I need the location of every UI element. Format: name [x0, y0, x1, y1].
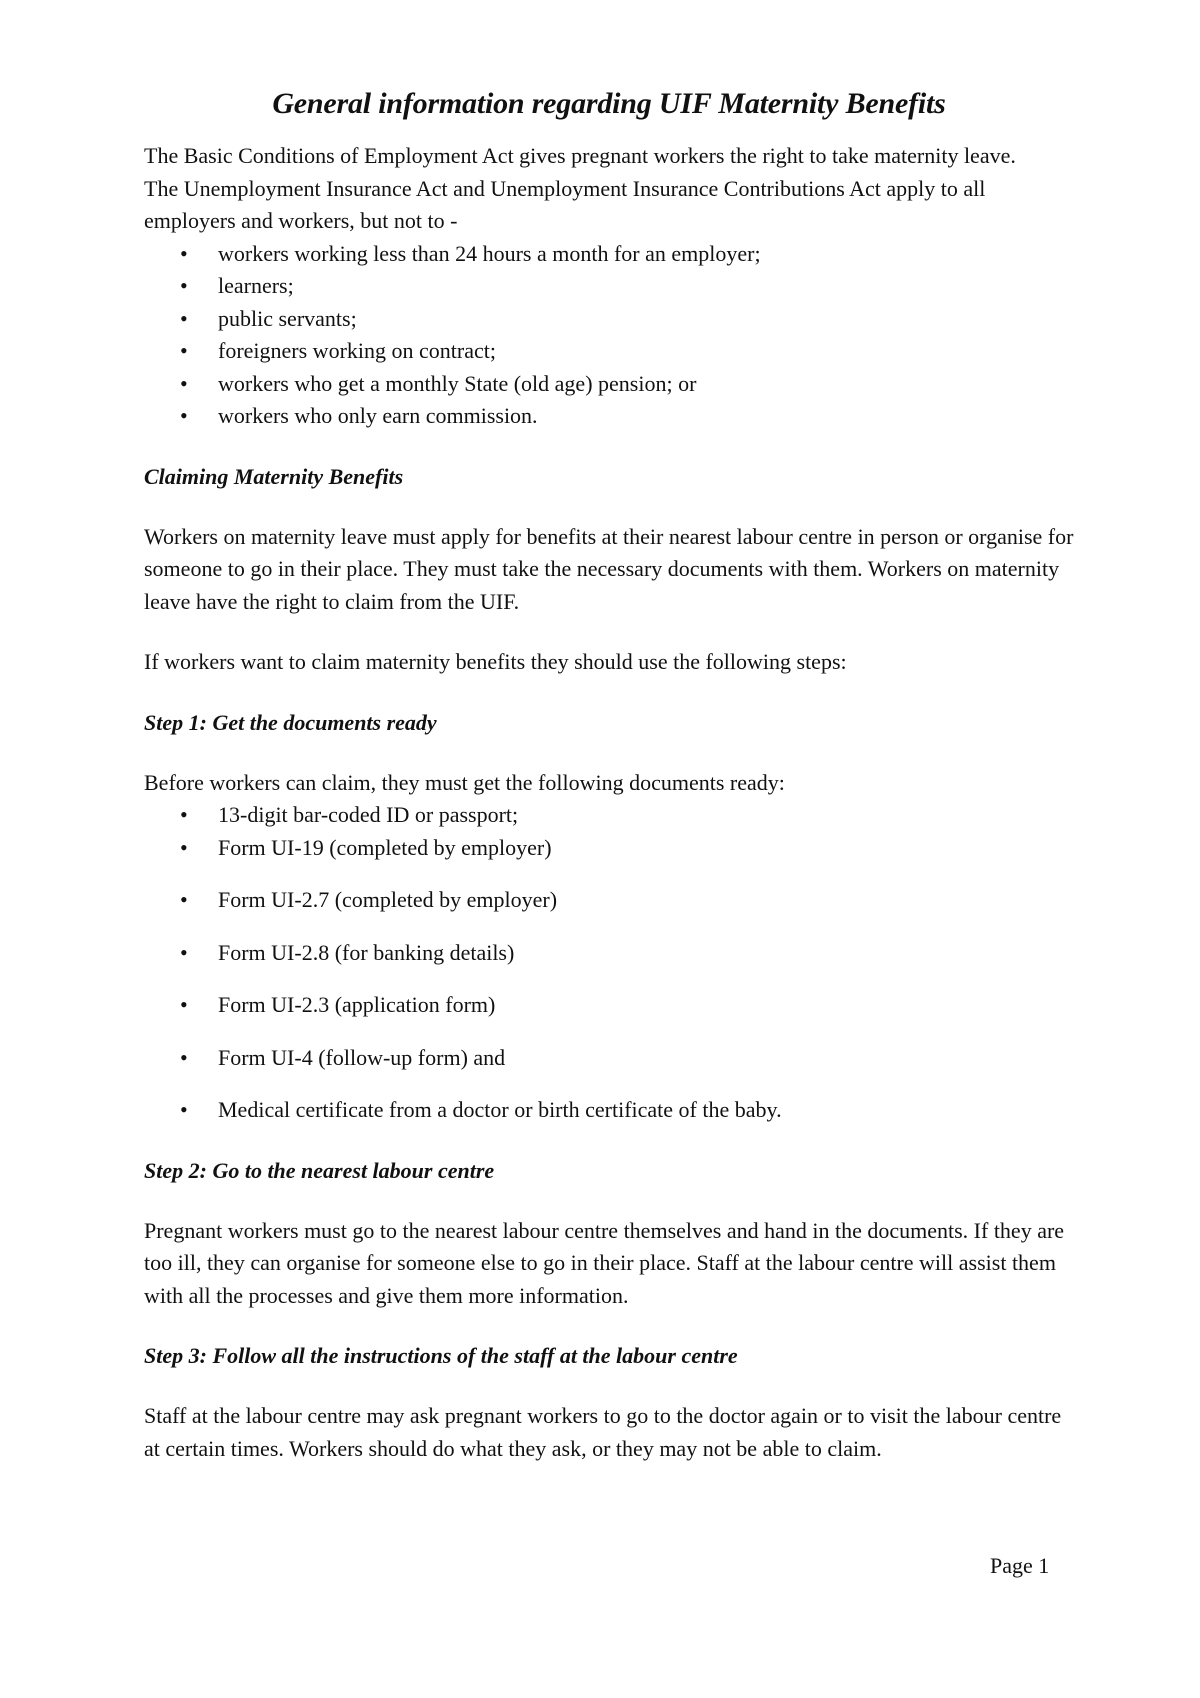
- list-item: • Form UI-4 (follow-up form) and: [144, 1042, 1074, 1075]
- bullet-icon: •: [180, 273, 188, 298]
- list-item: • learners;: [144, 270, 1074, 303]
- list-item: • workers who only earn commission.: [144, 400, 1074, 433]
- list-item: • Form UI-19 (completed by employer): [144, 832, 1074, 865]
- section-heading-step-2: Step 2: Go to the nearest labour centre: [144, 1157, 495, 1183]
- bullet-icon: •: [180, 240, 188, 266]
- bullet-icon: •: [180, 992, 188, 1017]
- intro-paragraph-maternity-leave: The Basic Conditions of Employment Act gives pregnant workers the right to take maternity leave.: [144, 143, 1016, 168]
- section-heading-step-3: Step 3: Follow all the instructions of the staff at the labour centre: [144, 1343, 738, 1368]
- documents-intro-paragraph: Before workers can claim, they must get the following documents ready:: [144, 769, 785, 795]
- bullet-icon: •: [180, 338, 188, 363]
- list-item: • Medical certificate from a doctor or birth certificate of the baby.: [144, 1094, 1074, 1127]
- list-item: • foreigners working on contract;: [144, 335, 1074, 368]
- document-body: [144, 82, 1074, 1465]
- page-number: Page 1: [990, 1553, 1050, 1578]
- list-item: • workers who get a monthly State (old age) pension; or: [144, 368, 1074, 401]
- bullet-icon: •: [180, 403, 188, 428]
- list-item: • Form UI-2.3 (application form): [144, 989, 1074, 1022]
- exclusions-list: [144, 238, 1074, 433]
- list-item: • Form UI-2.7 (completed by employer): [144, 884, 1074, 917]
- bullet-icon: •: [180, 305, 188, 331]
- step-3-paragraph: Staff at the labour centre may ask pregnant workers to go to the doctor again or to visit the labour centre at certain times. Workers should do what they ask, or they may not be able to claim.: [144, 1403, 1062, 1461]
- claiming-paragraph: Workers on maternity leave must apply for benefits at their nearest labour centre in person or organise for someone to go in their place. They must take the necessary documents with them. Workers on maternity leave have the right to claim from the UIF.: [144, 523, 1074, 614]
- document-title: General information regarding UIF Maternity Benefits: [272, 87, 946, 120]
- list-item: • workers working less than 24 hours a month for an employer;: [144, 238, 1074, 271]
- bullet-icon: •: [180, 370, 188, 396]
- step-2-paragraph: Pregnant workers must go to the nearest labour centre themselves and hand in the documents. If they are too ill, they can organise for someone else to go in their place. Staff at the labour centre will assist them with all the processes and give them more information.: [144, 1217, 1065, 1308]
- bullet-icon: •: [180, 802, 188, 827]
- list-item: • 13-digit bar-coded ID or passport;: [144, 799, 1074, 832]
- list-item: • public servants;: [144, 303, 1074, 336]
- bullet-icon: •: [180, 887, 188, 912]
- steps-intro-paragraph: If workers want to claim maternity benefits they should use the following steps:: [144, 649, 847, 674]
- section-heading-step-1: Step 1: Get the documents ready: [144, 709, 437, 735]
- documents-list: [144, 799, 1074, 1127]
- bullet-icon: •: [180, 1044, 188, 1070]
- section-heading-claiming: Claiming Maternity Benefits: [144, 463, 404, 489]
- intro-paragraph-uif-acts: The Unemployment Insurance Act and Unemployment Insurance Contributions Act apply to all employers and workers, but not to -: [144, 175, 986, 233]
- bullet-icon: •: [180, 1097, 188, 1122]
- list-item: • Form UI-2.8 (for banking details): [144, 937, 1074, 970]
- bullet-icon: •: [180, 834, 188, 860]
- bullet-icon: •: [180, 939, 188, 965]
